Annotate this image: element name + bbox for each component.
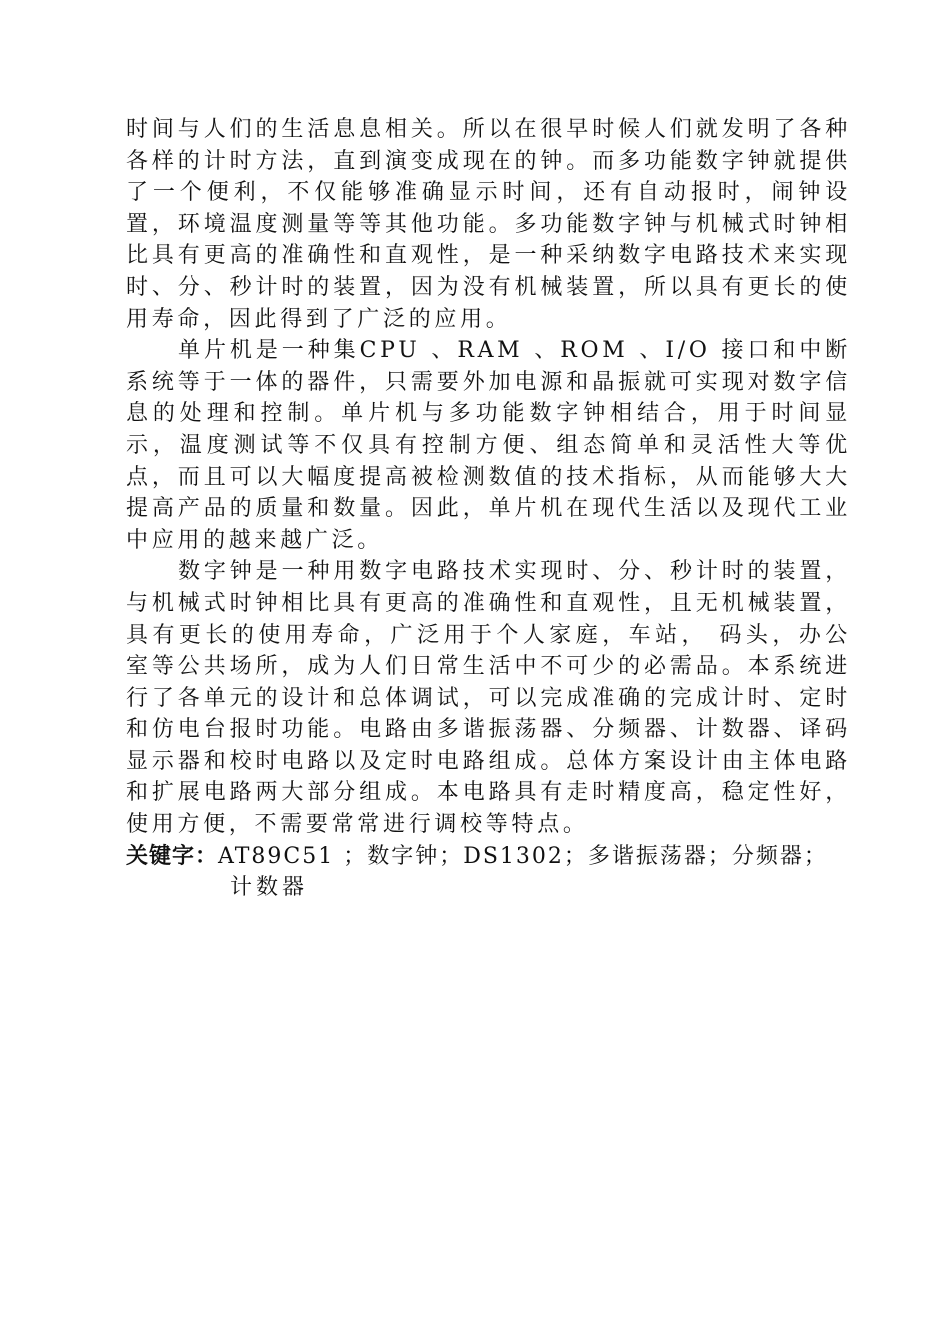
keywords <box>126 841 851 904</box>
paragraph-intro: 时间与人们的生活息息相关。所以在很早时候人们就发明了各种各样的计时方法，直到演变成现在的钟。而多功能数字钟就提供了一个便利，不仅能够准确显示时间，还有自动报时，闹钟设置，环境温度测量等等其他功能。多功能数字钟与机械式时钟相比具有更高的准确性和直观性，是一种采纳数字电路技术来实现时、分、秒计时的装置，因为没有机械装置，所以具有更长的使用寿命，因此得到了广泛的应用。 <box>126 117 851 332</box>
paragraph-mcu: 单片机是一种集CPU 、RAM 、ROM 、I/O 接口和中断系统等于一体的器件，只需要外加电源和晶振就可实现对数字信息的处理和控制。单片机与多功能数字钟相结合，用于时间显示，温度测试等不仅具有控制方便、组态简单和灵活性大等优点，而且可以大幅度提高被检测数值的技术指标，从而能够大大提高产品的质量和数量。因此，单片机在现代生活以及现代工业中应用的越来越广泛。 <box>126 338 851 553</box>
keywords-line-1: AT89C51 ；数字钟；DS1302；多谐振荡器；分频器； <box>218 843 828 869</box>
keywords-label: 关键字： <box>126 843 219 869</box>
keywords-line-2: 计数器 <box>230 875 309 901</box>
paragraph-digital-clock: 数字钟是一种用数字电路技术实现时、分、秒计时的装置，与机械式时钟相比具有更高的准确性和直观性，且无机械装置，具有更长的使用寿命，广泛用于个人家庭，车站， 码头，办公室等公共场所，成为人们日常生活中不可少的必需品。本系统进行了各单元的设计和总体调试，可以完成准确的完成计时、定时和仿电台报时功能。电路由多谐振荡器、分频器、计数器、译码显示器和校时电路以及定时电路组成。总体方案设计由主体电路和扩展电路两大部分组成。本电路具有走时精度高，稳定性好，使用方便，不需要常常进行调校等特点。 <box>126 559 851 838</box>
abstract-body <box>126 114 851 904</box>
